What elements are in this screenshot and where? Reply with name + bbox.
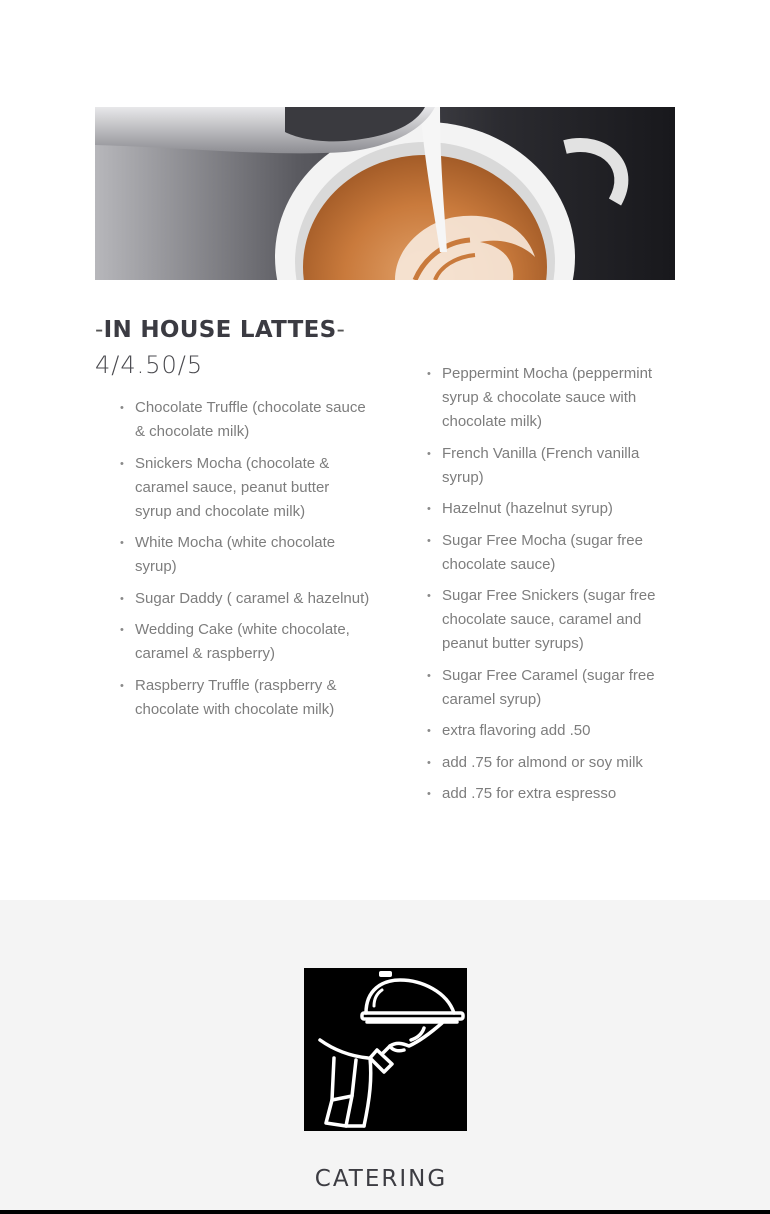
list-item [120, 674, 370, 722]
bullet-icon: • [427, 368, 431, 380]
bullet-icon: • [120, 457, 124, 470]
item-text: extra flavoring add .50 [442, 722, 591, 739]
lattes-heading-block [95, 313, 415, 383]
item-text: Wedding Cake (white chocolate, caramel & raspberry) [135, 621, 350, 662]
catering-section [0, 900, 770, 1210]
list-item [120, 587, 370, 611]
item-text: Raspberry Truffle (raspberry & chocolate with chocolate milk) [135, 676, 337, 718]
list-item [427, 782, 682, 806]
item-text: Sugar Daddy ( caramel & hazelnut) [135, 589, 370, 607]
catering-title[interactable]: CATERING [314, 1166, 448, 1192]
latte-list-right [427, 362, 682, 814]
bullet-icon: • [427, 447, 431, 460]
item-text: Chocolate Truffle (chocolate sauce & chocolate milk) [135, 399, 366, 440]
bullet-icon: • [427, 756, 431, 769]
bullet-icon: • [427, 503, 431, 515]
item-text: Sugar Free Snickers (sugar free chocolate sauce, caramel and peanut butter syrups) [442, 587, 656, 652]
item-text: Snickers Mocha (chocolate & caramel sauce, peanut butter syrup and chocolate milk) [135, 454, 330, 520]
bullet-icon: • [427, 590, 431, 602]
list-item [120, 531, 370, 579]
item-text: White Mocha (white chocolate syrup) [135, 534, 336, 575]
item-text: add .75 for almond or soy milk [442, 753, 643, 771]
list-item [427, 719, 682, 743]
list-item [427, 529, 682, 577]
item-text: Hazelnut (hazelnut syrup) [442, 500, 613, 517]
title-dash-right: - [336, 317, 346, 343]
list-item [427, 751, 682, 775]
list-item [427, 442, 682, 490]
list-item [120, 618, 370, 666]
list-item [427, 362, 682, 434]
bullet-icon: • [120, 537, 124, 549]
bullet-icon: • [427, 788, 431, 800]
list-item [120, 396, 370, 444]
section-title [95, 313, 415, 347]
latte-art-image [95, 107, 675, 280]
bullet-icon: • [427, 725, 431, 737]
latte-list-left [120, 396, 370, 729]
section-price: 4/4.50/5 [95, 351, 204, 379]
item-text: French Vanilla (French vanilla syrup) [442, 444, 640, 486]
bullet-icon: • [120, 679, 124, 692]
bullet-icon: • [120, 402, 124, 414]
list-item [427, 664, 682, 712]
section-title-text: IN HOUSE LATTES [103, 317, 337, 343]
item-text: Peppermint Mocha (peppermint syrup & chocolate sauce with chocolate milk) [442, 365, 653, 430]
title-dash-left: - [95, 317, 104, 343]
item-text: Sugar Free Mocha (sugar free chocolate sauce) [442, 531, 643, 573]
bullet-icon: • [427, 534, 431, 547]
bottom-divider [0, 1210, 770, 1214]
bullet-icon: • [120, 592, 124, 605]
waiter-cloche-icon[interactable] [304, 968, 467, 1131]
bullet-icon: • [427, 669, 431, 682]
item-text: add .75 for extra espresso [442, 785, 617, 802]
list-item [427, 584, 682, 656]
list-item [427, 497, 682, 521]
bullet-icon: • [120, 624, 124, 636]
item-text: Sugar Free Caramel (sugar free caramel syrup) [442, 666, 655, 708]
list-item [120, 452, 370, 524]
